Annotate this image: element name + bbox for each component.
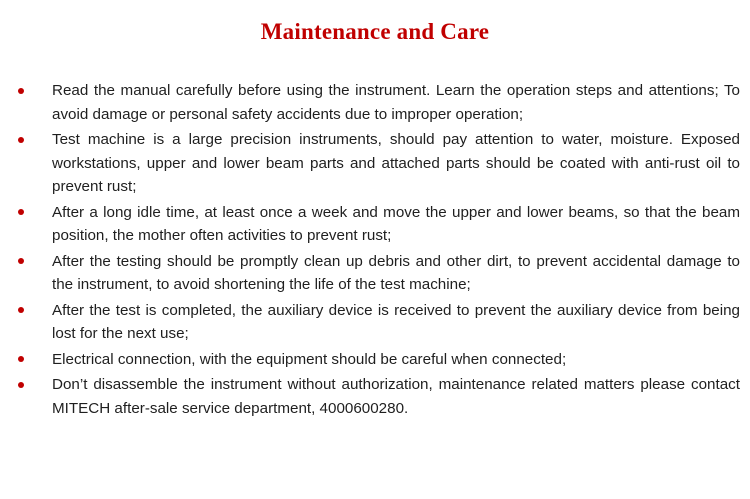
list-item xyxy=(10,299,742,346)
list-item-text: After the test is completed, the auxiliary device is received to prevent the auxiliary device from being lost for the next use; xyxy=(52,301,740,342)
list-item xyxy=(10,250,742,297)
list-item xyxy=(10,79,742,126)
maintenance-bullet-list xyxy=(10,79,742,422)
list-item-text: Test machine is a large precision instruments, should pay attention to water, moisture. Exposed workstations, upper and lower beam parts and attached parts should be coated with anti-rust oil to prevent rust; xyxy=(52,131,740,195)
list-item-text: Electrical connection, with the equipment should be careful when connected; xyxy=(52,350,567,368)
bullet-dot-icon xyxy=(10,79,52,103)
bullet-dot-icon xyxy=(10,348,52,372)
list-item xyxy=(10,201,742,248)
list-item-text: Read the manual carefully before using the instrument. Learn the operation steps and attentions; To avoid damage or personal safety accidents due to improper operation; xyxy=(52,82,740,123)
list-item-text: After the testing should be promptly clean up debris and other dirt, to prevent accidental damage to the instrument, to avoid shortening the life of the test machine; xyxy=(52,252,740,293)
list-item xyxy=(10,128,742,199)
page-title: Maintenance and Care xyxy=(260,19,490,44)
bullet-dot-icon xyxy=(10,373,52,397)
bullet-dot-icon xyxy=(10,299,52,323)
bullet-dot-icon xyxy=(10,128,52,152)
bullet-dot-icon xyxy=(10,250,52,274)
bullet-dot-icon xyxy=(10,201,52,225)
list-item xyxy=(10,348,742,372)
list-item-text: After a long idle time, at least once a week and move the upper and lower beams, so that the beam position, the mother often activities to prevent rust; xyxy=(52,203,740,244)
list-item-text: Don’t disassemble the instrument without authorization, maintenance related matters please contact MITECH after-sale service department, 4000600280. xyxy=(52,376,740,417)
list-item xyxy=(10,373,742,420)
